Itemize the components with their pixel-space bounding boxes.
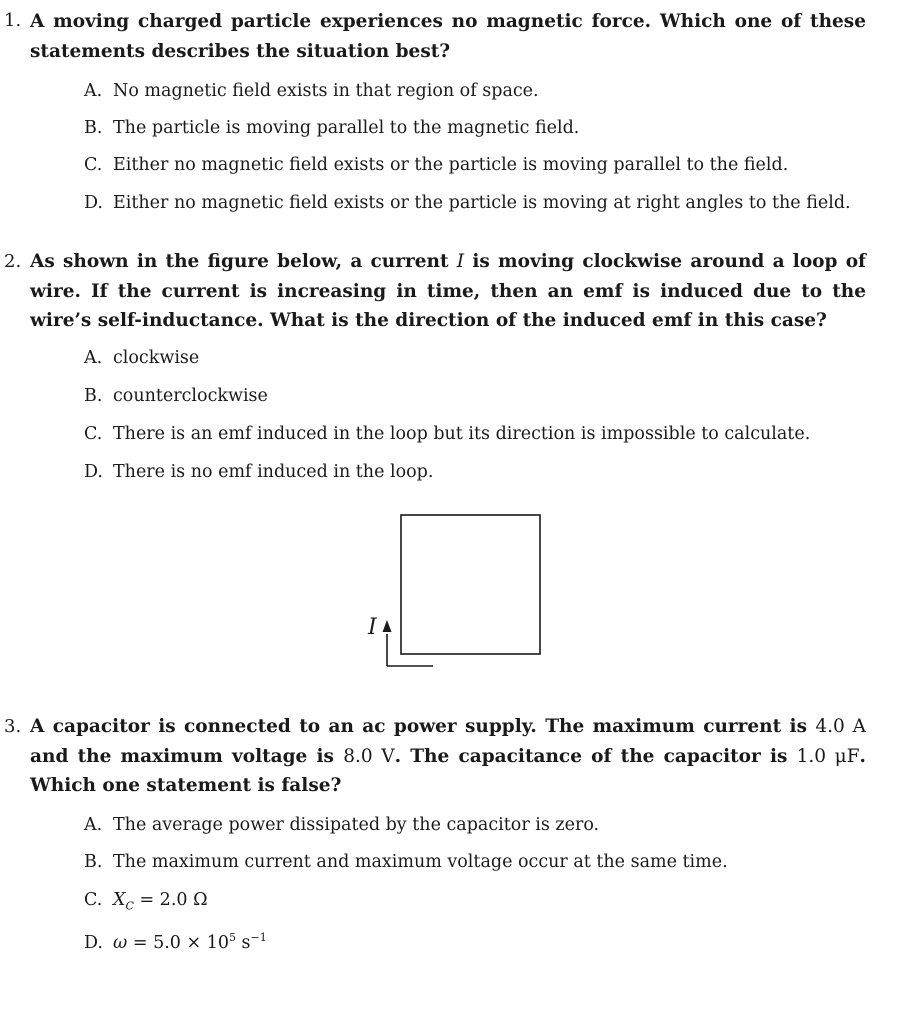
stem-text: is moving clockwise around a loop of wire. If the current is increasing in time, then an emf is induced due to the wire’s self-inductance. What is the direction of the induced emf in this case? [30,251,866,331]
option-b[interactable] [84,118,579,138]
option-text: The maximum current and maximum voltage occur at the same time. [113,852,728,872]
option-text: The average power dissipated by the capacitor is zero. [113,815,600,835]
option-text: counterclockwise [113,386,268,406]
stem-text: and the maximum voltage is [30,745,334,767]
current-value: 4.0 A [815,716,866,737]
reactance-variable: X [113,890,126,910]
capacitance-value: 1.0 μF [796,745,860,767]
option-text: There is an emf induced in the loop but its direction is impossible to calculate. [113,424,811,444]
current-label: I [368,615,377,640]
option-a[interactable] [84,815,599,835]
current-arrow-icon [383,620,392,632]
option-text: Either no magnetic field exists or the particle is moving at right angles to the field. [113,193,851,213]
exponent: 5 [228,931,236,944]
option-c[interactable] [84,890,208,917]
voltage-value: 8.0 V [343,745,395,767]
wire-loop [401,515,540,654]
stem-text: . The capacitance of the capacitor is [394,745,788,767]
current-variable: I [456,251,465,272]
option-letter: A. [84,81,103,101]
omega-equation: = 5.0 × 10 [127,932,229,953]
stem-text: A capacitor is connected to an ac power supply. The maximum current is [30,716,807,737]
option-letter: C. [84,155,103,175]
question-stem [30,712,866,801]
unit-exponent: −1 [250,931,267,944]
option-letter: A. [84,815,103,835]
option-text: clockwise [113,348,200,368]
option-letter: C. [84,424,103,444]
option-letter: B. [84,386,103,406]
option-letter: D. [84,932,103,953]
option-a[interactable] [84,348,199,368]
question-stem [30,247,866,336]
option-letter: D. [84,193,103,213]
stem-text: As shown in the figure below, a current [30,251,449,272]
option-letter: B. [84,852,103,872]
option-c[interactable] [84,155,788,175]
question-number: 2. [4,251,22,272]
option-d[interactable] [84,462,433,482]
wire-loop-figure [360,508,550,678]
option-d[interactable] [84,928,267,953]
option-c[interactable] [84,424,810,444]
question-number: 3. [4,716,22,737]
option-text: No magnetic field exists in that region of space. [113,81,539,101]
option-a[interactable] [84,81,539,101]
option-letter: B. [84,118,103,138]
option-b[interactable] [84,386,268,406]
reactance-equation: = 2.0 Ω [133,890,208,910]
question-stem: A moving charged particle experiences no magnetic force. Which one of these statements describes the situation best? [30,11,866,62]
option-letter: A. [84,348,103,368]
option-letter: D. [84,462,103,482]
question-number: 1. [4,10,22,31]
stem-text: . Which one statement is false? [30,745,866,796]
option-text: There is no emf induced in the loop. [113,462,434,482]
option-b[interactable] [84,852,728,872]
option-letter: C. [84,890,103,910]
option-text: Either no magnetic field exists or the particle is moving parallel to the field. [113,155,789,175]
reactance-subscript: C [125,899,134,913]
option-d[interactable] [84,193,851,213]
option-text: The particle is moving parallel to the magnetic field. [113,118,580,138]
omega-unit: s [235,932,251,953]
omega-variable: ω [113,932,128,953]
